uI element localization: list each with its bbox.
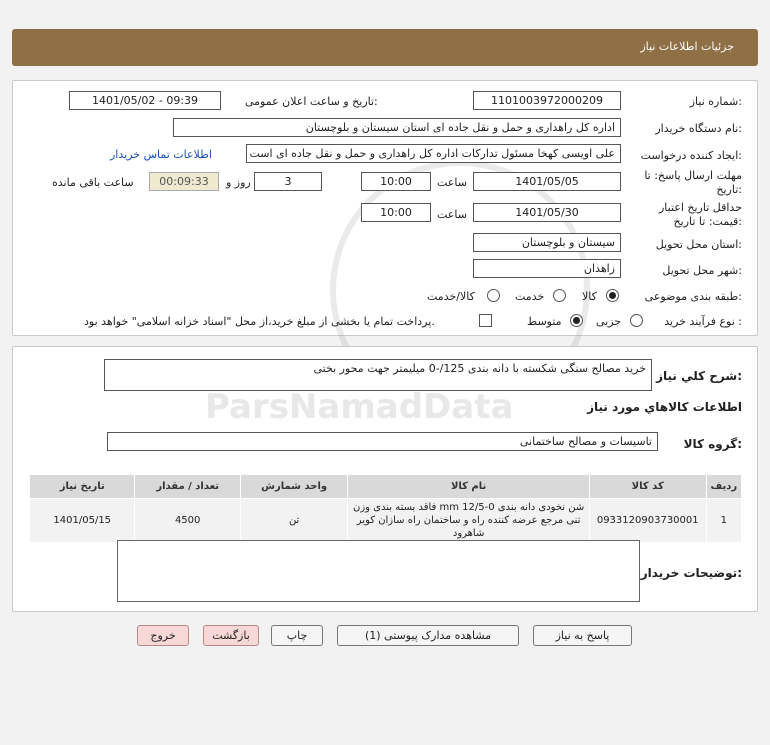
goods-table-header [30,475,742,499]
col-index: ردیف [706,475,741,499]
need-number-label: شماره نیاز: [689,95,742,108]
category-radio-goods[interactable] [606,289,619,302]
validity-time-label: ساعت [437,208,467,221]
row-index: 1 [706,499,741,543]
announce-label: تاریخ و ساعت اعلان عمومی: [245,95,378,108]
category-radio-service[interactable] [553,289,566,302]
row-code: 0933120903730001 [589,499,706,543]
reply-button[interactable]: پاسخ به نیاز [533,625,632,646]
category-option-goods: کالا [582,290,597,303]
buyer-contact-link[interactable]: اطلاعات تماس خریدار [110,148,212,161]
exit-button[interactable]: خروج [137,625,189,646]
row-date: 1401/05/15 [30,499,135,543]
validity-label: حداقل تاریخ اعتبار [658,201,742,214]
process-option-minor: جزیی [596,315,622,328]
category-label: طبقه بندی موضوعی: [644,290,742,303]
print-button[interactable]: چاپ [271,625,323,646]
col-qty: تعداد / مقدار [135,475,240,499]
need-number-field[interactable]: 1101003972000209 [473,91,621,110]
province-field[interactable]: سیستان و بلوچستان [473,233,621,252]
category-option-goods-service: کالا/خدمت [427,290,475,303]
validity-label-2: قیمت: تا تاریخ: [673,215,742,228]
process-radio-medium[interactable] [570,314,583,327]
process-label: نوع فرآیند خرید : [664,315,742,328]
page-title: جزئیات اطلاعات نیاز [640,40,734,53]
goods-group-field[interactable]: تاسیسات و مصالح ساختمانی [107,432,658,451]
remaining-time-field: 00:09:33 [149,172,219,191]
treasury-checkbox[interactable] [479,314,492,327]
page-header [12,29,758,66]
validity-date-field[interactable]: 1401/05/30 [473,203,621,222]
attachments-button[interactable]: مشاهده مدارک پیوستی (1) [337,625,519,646]
summary-field[interactable]: خرید مصالح سنگی شکسته با دانه بندی 125/-0 میلیمتر جهت محور بختی [104,359,652,391]
row-unit: تن [240,499,348,543]
deadline-date-field[interactable]: 1401/05/05 [473,172,621,191]
deadline-label-2: تاریخ: [716,183,742,196]
days-label: روز و [226,176,251,189]
days-field[interactable]: 3 [254,172,322,191]
goods-table [29,474,742,543]
creator-label: ایجاد کننده درخواست: [640,149,742,162]
row-qty: 4500 [135,499,240,543]
col-date: تاریخ نیاز [30,475,135,499]
goods-group-label: گروه کالا: [683,437,742,451]
category-radio-goods-service[interactable] [487,289,500,302]
table-row[interactable] [30,499,742,543]
payment-note: پرداخت تمام یا بخشی از مبلغ خرید،از محل "اسناد خزانه اسلامی" خواهد بود. [84,315,435,328]
col-code: کد کالا [589,475,706,499]
city-field[interactable]: زاهدان [473,259,621,278]
row-name: شن نخودی دانه بندی mm 12/5-0 فاقد بسته بندی وزن تنی مرجع عرضه کننده راه و ساختمان راه سازان کویر شاهرود [348,499,589,543]
watermark-brand: ParsNamadData [205,387,514,427]
validity-time-field[interactable]: 10:00 [361,203,431,222]
deadline-time-label: ساعت [437,176,467,189]
buyer-notes-label: توضیحات خریدار: [640,566,742,580]
announce-field[interactable]: 1401/05/02 - 09:39 [69,91,221,110]
col-unit: واحد شمارش [240,475,348,499]
goods-section-title: اطلاعات کالاهاي مورد نياز [587,400,742,414]
remaining-label: ساعت باقی مانده [52,176,134,189]
summary-label: شرح کلي نياز: [656,369,742,383]
province-label: استان محل تحویل: [655,238,742,251]
buyer-org-field[interactable]: اداره کل راهداری و حمل و نقل جاده ای استان سیستان و بلوچستان [173,118,621,137]
col-name: نام کالا [348,475,589,499]
buyer-notes-box[interactable] [117,540,640,602]
buyer-org-label: نام دستگاه خریدار: [655,122,742,135]
process-radio-minor[interactable] [630,314,643,327]
creator-field[interactable]: علی اویسی کهخا مسئول تدارکات اداره کل راهداری و حمل و نقل جاده ای است [246,144,621,163]
process-option-medium: متوسط [527,315,562,328]
deadline-time-field[interactable]: 10:00 [361,172,431,191]
back-button[interactable]: بازگشت [203,625,259,646]
city-label: شهر محل تحویل: [662,264,742,277]
category-option-service: خدمت [515,290,545,303]
deadline-label: مهلت ارسال پاسخ: تا [644,169,742,182]
